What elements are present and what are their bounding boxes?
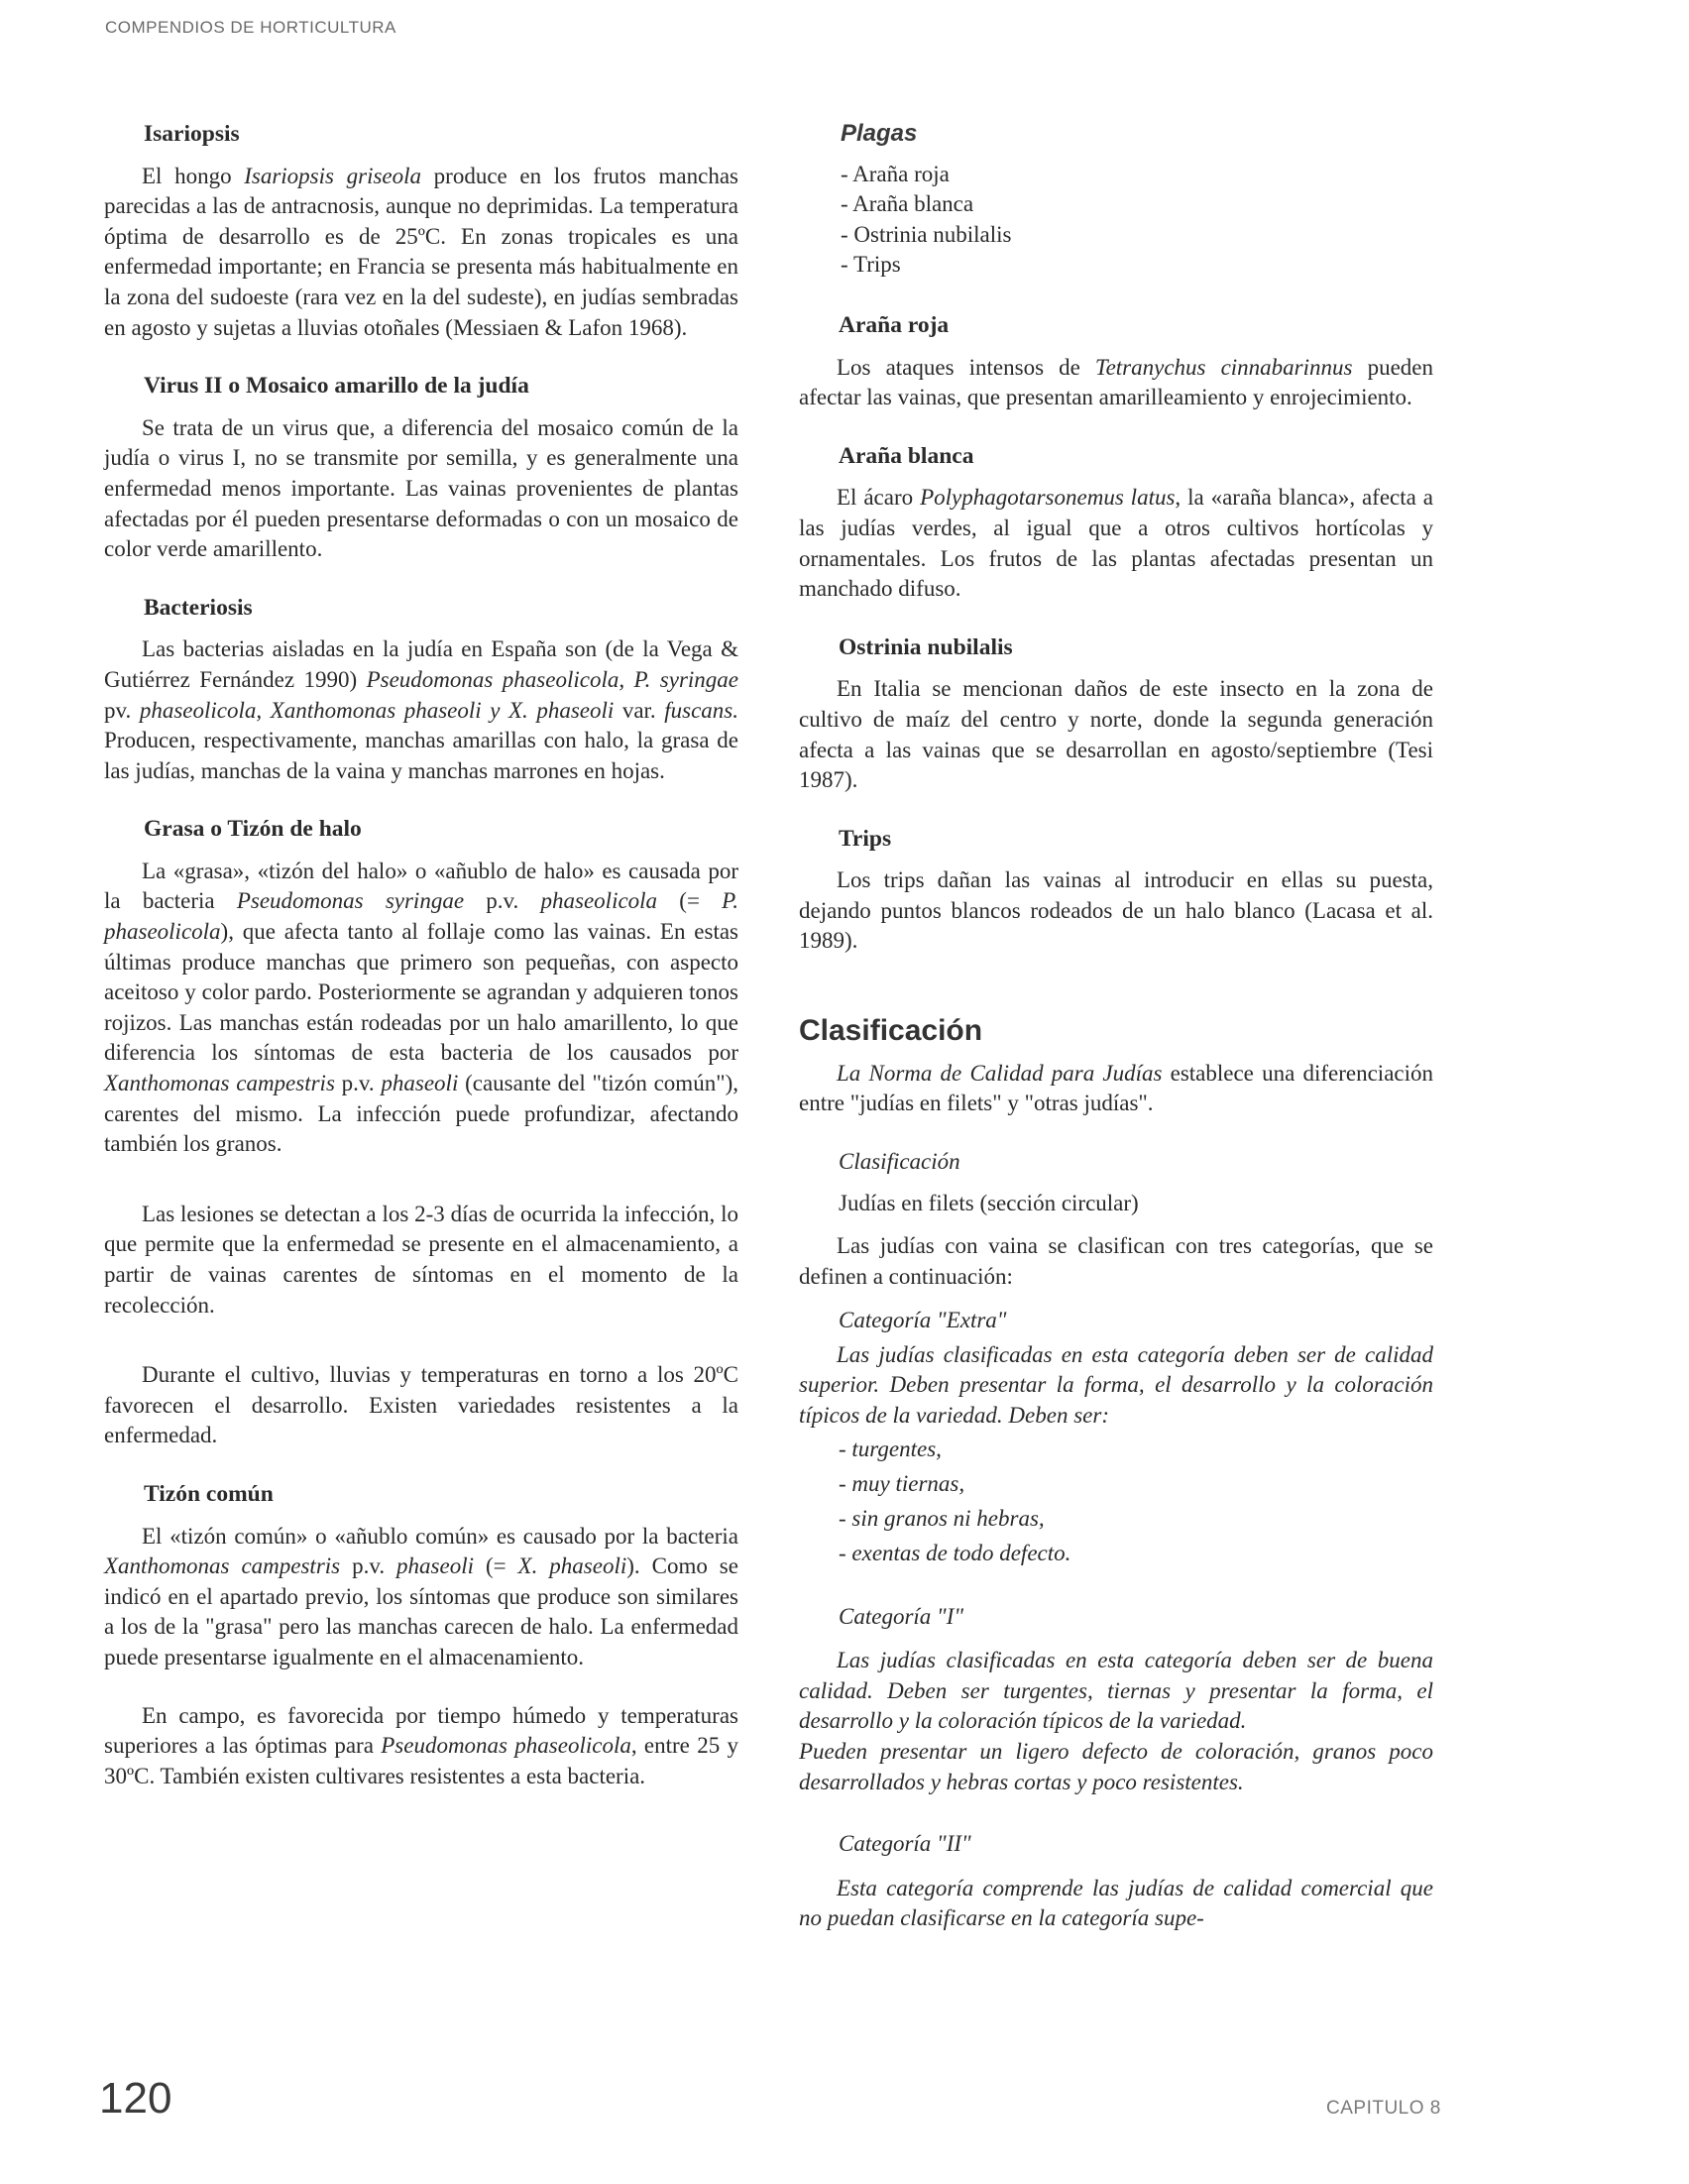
paragraph-isariopsis: El hongo Isariopsis griseola produce en los frutos manchas parecidas a las de antracnosis, aunque no deprimidas. La temperatura óptima de desarrollo es de 25ºC. En zonas tropicales es una enfermedad importante; en Francia se presenta más habitualmente en la zona del sudoeste (rara vez en la del sudeste), en judías sembradas en agosto y sujetas a lluvias otoñales (Messiaen & Lafon 1968). [104,163,738,340]
paragraph-ostrinia: En Italia se mencionan daños de este insecto en la zona de cultivo de maíz del centro y norte, donde la segunda generación afecta a las vainas que se desarrollan en agosto/septiembre (Tesi 1987). [799,676,1433,793]
page-number: 120 [99,2074,172,2123]
text-filets: Judías en filets (sección circular) [839,1191,1139,1216]
cat-extra-list [839,1432,1433,1570]
paragraph-grasa-1: La «grasa», «tizón del halo» o «añublo de halo» es causada por la bacteria Pseudomonas syringae p.v. phaseolicola (= P. phaseolicola), que afecta tanto al follaje como las vainas. En estas últimas produce manchas que primero son pequeñas, con aspecto aceitoso y color pardo. Posteriormente se agrandan y adquieren tonos rojizos. Las manchas están rodeadas por un halo amarillento, lo que diferencia los síntomas de esta bacteria de los causados por Xanthomonas campestris p.v. phaseoli (causante del "tizón común"), carentes del mismo. La infección puede profundizar, afectando también los granos. [104,858,738,1157]
paragraph-cat-extra: Las judías clasificadas en esta categoría deben ser de calidad superior. Deben presentar la forma, el desarrollo y la coloración típicos de la variedad. Deben ser: [799,1341,1433,1428]
list-item: - Trips [841,252,901,278]
paragraph-grasa-2: Las lesiones se detectan a los 2-3 días de ocurrida la infección, lo que permite que la enfermedad se presente en el almacenamiento, a partir de vainas carentes de síntomas en el momento de la recolección. [104,1201,738,1318]
list-item: - exentas de todo defecto. [839,1540,1071,1565]
heading-bacteriosis: Bacteriosis [144,594,253,621]
heading-trips: Trips [839,825,892,852]
paragraph-tizon-2: En campo, es favorecida por tiempo húmedo y temperaturas superiores a las óptimas para Pseudomonas phaseolicola, entre 25 y 30ºC. También existen cultivares resistentes a esta bacteria. [104,1702,738,1788]
running-header: COMPENDIOS DE HORTICULTURA [105,18,396,37]
chapter-label: CAPITULO 8 [1326,2098,1441,2119]
list-item: - Araña blanca [841,191,974,217]
paragraph-cat-1-a: Las judías clasificadas en esta categoría deben ser de buena calidad. Deben ser turgentes, tiernas y presentar la forma, el desarrollo y la coloración típicos de la variedad. [799,1648,1433,1734]
right-column [799,119,1433,1934]
left-column [104,119,738,1791]
list-item: - turgentes, [839,1436,942,1461]
paragraph-tizon-1: El «tizón común» o «añublo común» es causado por la bacteria Xanthomonas campestris p.v. phaseoli (= X. phaseoli). Como se indicó en el apartado previo, los síntomas que produce son similares a los de la "grasa" pero las manchas carecen de halo. La enfermedad puede presentarse igualmente en el almacenamiento. [104,1523,738,1669]
paragraph-clasificacion-intro: La Norma de Calidad para Judías establece una diferenciación entre "judías en filets" y "otras judías". [799,1060,1433,1116]
heading-ostrinia: Ostrinia nubilalis [839,633,1013,660]
list-item: - Ostrinia nubilalis [841,221,1012,247]
heading-tizon: Tizón común [144,1480,274,1507]
heading-virus: Virus II o Mosaico amarillo de la judía [144,373,529,400]
paragraph-virus: Se trata de un virus que, a diferencia del mosaico común de la judía o virus I, no se transmite por semilla, y es generalmente una enfermedad menos importante. Las vainas provenientes de plantas afectadas por él pueden presentarse deformadas o con un mosaico de color verde amarillento. [104,414,738,562]
paragraph-bacteriosis: Las bacterias aisladas en la judía en España son (de la Vega & Gutiérrez Fernández 1990) Pseudomonas phaseolicola, P. syringae pv. phaseolicola, Xanthomonas phaseoli y X. phaseoli var. fuscans. Producen, respectivamente, manchas amarillas con halo, la grasa de las judías, manchas de la vaina y manchas marrones en hojas. [104,636,738,783]
plagas-list [841,160,1433,281]
list-item: - sin granos ni hebras, [839,1505,1045,1531]
subheading-clasificacion: Clasificación [839,1148,960,1174]
paragraph-cat-2: Esta categoría comprende las judías de calidad comercial que no puedan clasificarse en la categoría supe- [799,1875,1433,1931]
paragraph-arana-blanca: El ácaro Polyphagotarsonemus latus, la «araña blanca», afecta a las judías verdes, al igual que a otros cultivos hortícolas y ornamentales. Los frutos de las plantas afectadas presentan un manchado difuso. [799,485,1433,602]
heading-clasificacion: Clasificación [799,1014,983,1048]
list-item: - Araña roja [841,161,950,186]
paragraph-grasa-3: Durante el cultivo, lluvias y temperaturas en torno a los 20ºC favorecen el desarrollo. Existen variedades resistentes a la enfermedad. [104,1362,738,1448]
heading-cat-1: Categoría "I" [839,1603,964,1629]
heading-plagas: Plagas [841,120,918,147]
heading-grasa: Grasa o Tizón de halo [144,816,362,843]
paragraph-cat-1-b: Pueden presentar un ligero defecto de coloración, granos poco desarrollados y hebras cortas y poco resistentes. [799,1738,1433,1794]
list-item: - muy tiernas, [839,1470,965,1496]
heading-cat-2: Categoría "II" [839,1831,971,1857]
heading-arana-roja: Araña roja [839,311,950,338]
paragraph-arana-roja: Los ataques intensos de Tetranychus cinnabarinnus pueden afectar las vainas, que presentan amarilleamiento y enrojecimiento. [799,354,1433,410]
paragraph-categorias: Las judías con vaina se clasifican con tres categorías, que se definen a continuación: [799,1233,1433,1289]
heading-cat-extra: Categoría "Extra" [839,1308,1007,1333]
heading-isariopsis: Isariopsis [144,121,240,147]
paragraph-trips: Los trips dañan las vainas al introducir en ellas su puesta, dejando puntos blancos rodeados de un halo blanco (Lacasa et al. 1989). [799,867,1433,954]
heading-arana-blanca: Araña blanca [839,442,974,469]
